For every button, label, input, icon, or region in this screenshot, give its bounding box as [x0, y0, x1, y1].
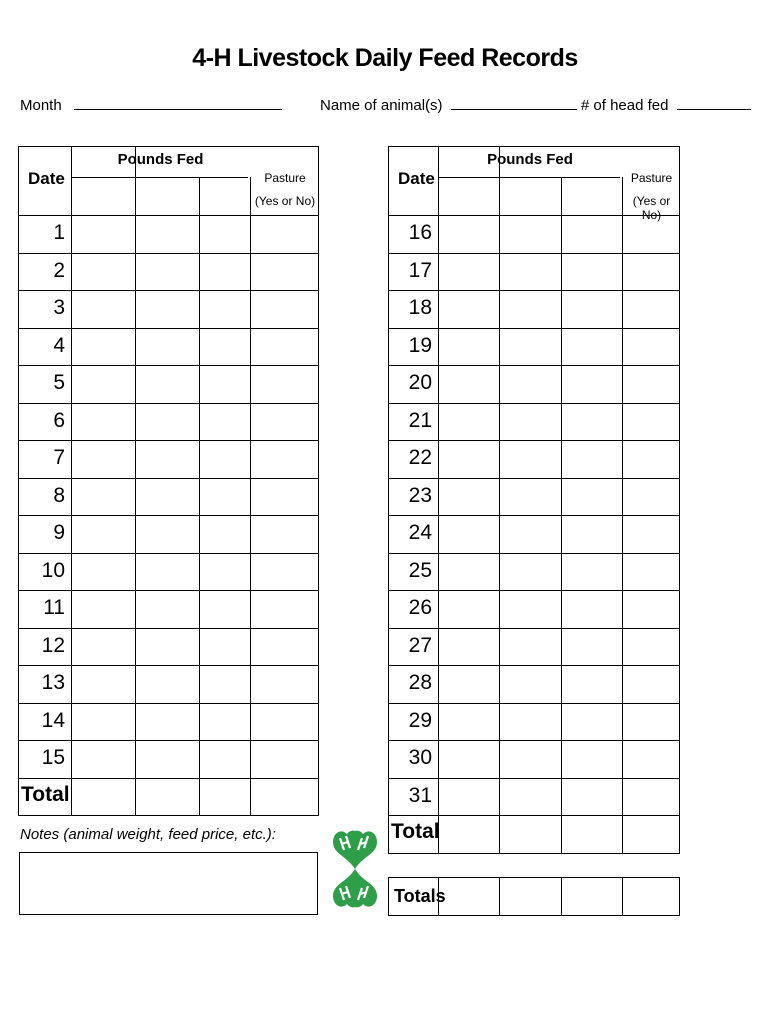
- pounds-fed-cell[interactable]: [71, 665, 135, 703]
- pounds-fed-cell[interactable]: [199, 553, 250, 591]
- pounds-fed-cell[interactable]: [561, 515, 622, 553]
- pounds-fed-cell[interactable]: [135, 703, 199, 741]
- pasture-header: Pasture: [264, 171, 306, 185]
- column-divider: [561, 878, 562, 915]
- day-number: 31: [408, 783, 432, 807]
- pasture-subheader: (Yes or No): [254, 194, 316, 208]
- day-number: 12: [41, 633, 65, 657]
- pasture-cell[interactable]: [250, 628, 320, 666]
- pasture-cell[interactable]: [622, 328, 681, 366]
- pounds-fed-cell[interactable]: [438, 553, 499, 591]
- pounds-fed-cell[interactable]: [499, 403, 561, 441]
- pasture-cell[interactable]: [250, 215, 320, 253]
- pounds-fed-cell[interactable]: [438, 253, 499, 291]
- pasture-cell[interactable]: [250, 253, 320, 291]
- animals-blank[interactable]: [451, 95, 577, 110]
- pasture-cell[interactable]: [622, 740, 681, 778]
- pounds-fed-cell[interactable]: [561, 590, 622, 628]
- pounds-fed-cell[interactable]: [499, 628, 561, 666]
- day-number: 17: [408, 258, 432, 282]
- day-number: 28: [408, 671, 432, 694]
- month-label: Month: [20, 97, 62, 114]
- pounds-fed-cell[interactable]: [561, 253, 622, 291]
- pounds-fed-cell[interactable]: [499, 515, 561, 553]
- pasture-cell[interactable]: [622, 665, 681, 703]
- pounds-fed-cell[interactable]: [438, 403, 499, 441]
- header-subdivider: [438, 177, 620, 178]
- day-number: 30: [408, 746, 432, 769]
- grand-totals-row: [388, 877, 680, 916]
- pounds-fed-cell[interactable]: [561, 365, 622, 403]
- pounds-fed-cell[interactable]: [135, 665, 199, 703]
- pounds-fed-cell[interactable]: [438, 703, 499, 741]
- day-number: 8: [53, 483, 65, 507]
- totals-label: Totals: [394, 886, 446, 906]
- pounds-fed-cell[interactable]: [438, 778, 499, 816]
- pounds-fed-cell[interactable]: [499, 553, 561, 591]
- day-number: 6: [53, 408, 65, 432]
- pounds-fed-cell[interactable]: [135, 440, 199, 478]
- pasture-cell[interactable]: [622, 478, 681, 516]
- row-divider: [19, 778, 318, 779]
- day-number: 10: [41, 558, 65, 582]
- pounds-fed-cell[interactable]: [499, 328, 561, 366]
- day-number: 24: [408, 521, 432, 544]
- column-divider: [499, 878, 500, 915]
- pasture-cell[interactable]: [250, 590, 320, 628]
- day-number: 19: [408, 333, 432, 357]
- pounds-fed-cell[interactable]: [499, 778, 561, 816]
- pounds-fed-cell[interactable]: [438, 628, 499, 666]
- day-number: 15: [41, 746, 65, 769]
- pounds-fed-cell[interactable]: [438, 478, 499, 516]
- pounds-fed-cell[interactable]: [135, 403, 199, 441]
- day-number: 25: [408, 558, 432, 582]
- pounds-fed-cell[interactable]: [135, 478, 199, 516]
- day-number: 29: [408, 708, 432, 732]
- pounds-fed-cell[interactable]: [561, 740, 622, 778]
- pounds-fed-cell[interactable]: [438, 740, 499, 778]
- pounds-fed-cell[interactable]: [71, 403, 135, 441]
- pounds-fed-cell[interactable]: [71, 215, 135, 253]
- pounds-fed-cell[interactable]: [438, 665, 499, 703]
- pounds-fed-cell[interactable]: [561, 290, 622, 328]
- pounds-fed-cell[interactable]: [561, 478, 622, 516]
- feed-table-days-1-15: [18, 146, 319, 816]
- notes-label: Notes (animal weight, feed price, etc.):: [20, 826, 276, 843]
- pounds-fed-cell[interactable]: [71, 290, 135, 328]
- pounds-fed-cell[interactable]: [135, 365, 199, 403]
- day-number: 2: [53, 258, 65, 282]
- pasture-cell[interactable]: [622, 553, 681, 591]
- pasture-cell[interactable]: [250, 328, 320, 366]
- pasture-cell[interactable]: [622, 253, 681, 291]
- day-number: 21: [408, 408, 432, 432]
- pounds-fed-cell[interactable]: [561, 778, 622, 816]
- pounds-fed-cell[interactable]: [199, 215, 250, 253]
- pounds-fed-cell[interactable]: [199, 665, 250, 703]
- pounds-fed-cell[interactable]: [199, 328, 250, 366]
- pounds-fed-cell[interactable]: [135, 515, 199, 553]
- header-subdivider: [71, 177, 248, 178]
- pounds-fed-cell[interactable]: [71, 478, 135, 516]
- day-number: 11: [43, 596, 65, 619]
- pasture-cell[interactable]: [622, 778, 681, 816]
- pounds-fed-cell[interactable]: [71, 515, 135, 553]
- pounds-fed-cell[interactable]: [438, 328, 499, 366]
- pasture-cell[interactable]: [622, 628, 681, 666]
- pounds-fed-cell[interactable]: [135, 628, 199, 666]
- pounds-fed-cell[interactable]: [199, 365, 250, 403]
- pounds-fed-cell[interactable]: [499, 740, 561, 778]
- pounds-fed-cell[interactable]: [438, 515, 499, 553]
- pounds-fed-cell[interactable]: [561, 665, 622, 703]
- pounds-fed-cell[interactable]: [561, 328, 622, 366]
- day-number: 18: [408, 296, 432, 319]
- pasture-header: Pasture: [630, 171, 673, 185]
- pounds-fed-cell[interactable]: [199, 478, 250, 516]
- month-blank[interactable]: [74, 95, 282, 110]
- pasture-cell[interactable]: [250, 290, 320, 328]
- pounds-fed-cell[interactable]: [499, 590, 561, 628]
- pounds-fed-cell[interactable]: [499, 290, 561, 328]
- pounds-fed-cell[interactable]: [438, 290, 499, 328]
- 4-h-clover-icon: [327, 826, 383, 912]
- pasture-cell[interactable]: [622, 590, 681, 628]
- pounds-fed-cell[interactable]: [135, 590, 199, 628]
- day-number: 4: [53, 333, 65, 357]
- pounds-fed-cell[interactable]: [499, 665, 561, 703]
- pounds-fed-cell[interactable]: [199, 740, 250, 778]
- day-number: 23: [408, 483, 432, 507]
- pasture-cell[interactable]: [250, 740, 320, 778]
- pounds-fed-cell[interactable]: [71, 590, 135, 628]
- pasture-subheader: (Yes or No): [632, 194, 671, 222]
- pasture-cell[interactable]: [250, 553, 320, 591]
- pounds-fed-cell[interactable]: [499, 365, 561, 403]
- pounds-fed-cell[interactable]: [438, 440, 499, 478]
- column-divider: [622, 878, 623, 915]
- pounds-fed-cell[interactable]: [199, 440, 250, 478]
- pounds-fed-cell[interactable]: [71, 628, 135, 666]
- pasture-cell[interactable]: [250, 515, 320, 553]
- pounds-fed-cell[interactable]: [199, 628, 250, 666]
- pounds-fed-cell[interactable]: [71, 253, 135, 291]
- feed-table-days-16-31: [388, 146, 680, 854]
- day-number: 22: [408, 446, 432, 469]
- pasture-cell[interactable]: [622, 515, 681, 553]
- pounds-fed-cell[interactable]: [561, 703, 622, 741]
- pasture-cell[interactable]: [250, 703, 320, 741]
- pounds-fed-cell[interactable]: [199, 403, 250, 441]
- pounds-fed-header: Pounds Fed: [487, 151, 573, 168]
- pounds-fed-cell[interactable]: [135, 253, 199, 291]
- day-number: 3: [53, 296, 65, 319]
- pounds-fed-cell[interactable]: [71, 703, 135, 741]
- pounds-fed-cell[interactable]: [561, 215, 622, 253]
- pounds-fed-cell[interactable]: [561, 440, 622, 478]
- animals-field[interactable]: [320, 95, 751, 114]
- pounds-fed-cell[interactable]: [71, 365, 135, 403]
- day-number: 26: [408, 596, 432, 619]
- day-number: 5: [53, 371, 65, 394]
- pounds-fed-cell[interactable]: [199, 253, 250, 291]
- pasture-cell[interactable]: [622, 365, 681, 403]
- pounds-fed-cell[interactable]: [561, 403, 622, 441]
- pasture-cell[interactable]: [250, 440, 320, 478]
- day-number: 1: [53, 221, 65, 244]
- pounds-fed-cell[interactable]: [499, 703, 561, 741]
- pasture-cell[interactable]: [250, 478, 320, 516]
- pounds-fed-cell[interactable]: [499, 253, 561, 291]
- pounds-fed-cell[interactable]: [561, 553, 622, 591]
- notes-box[interactable]: [19, 852, 318, 915]
- pounds-fed-cell[interactable]: [199, 290, 250, 328]
- pasture-cell[interactable]: [622, 403, 681, 441]
- pounds-fed-cell[interactable]: [135, 553, 199, 591]
- day-number: 13: [41, 671, 65, 694]
- pounds-fed-cell[interactable]: [199, 590, 250, 628]
- pounds-fed-cell[interactable]: [71, 553, 135, 591]
- pounds-fed-cell[interactable]: [438, 215, 499, 253]
- pounds-fed-cell[interactable]: [438, 590, 499, 628]
- pounds-fed-header: Pounds Fed: [117, 151, 204, 168]
- pasture-cell[interactable]: [250, 403, 320, 441]
- date-header: Date: [398, 169, 435, 188]
- pasture-cell[interactable]: [622, 290, 681, 328]
- pounds-fed-cell[interactable]: [135, 290, 199, 328]
- pounds-fed-cell[interactable]: [71, 440, 135, 478]
- pasture-cell[interactable]: [622, 703, 681, 741]
- pasture-cell[interactable]: [622, 440, 681, 478]
- page-title: 4-H Livestock Daily Feed Records: [192, 44, 578, 72]
- pasture-cell[interactable]: [622, 215, 681, 253]
- head-fed-blank[interactable]: [677, 95, 751, 110]
- pounds-fed-cell[interactable]: [499, 440, 561, 478]
- animals-label: Name of animal(s): [320, 97, 443, 114]
- pounds-fed-cell[interactable]: [135, 328, 199, 366]
- pasture-cell[interactable]: [250, 365, 320, 403]
- day-number: 9: [53, 521, 65, 544]
- date-header: Date: [28, 169, 65, 188]
- pasture-cell[interactable]: [250, 665, 320, 703]
- pounds-fed-cell[interactable]: [71, 328, 135, 366]
- day-number: 16: [408, 221, 432, 244]
- pounds-fed-cell[interactable]: [135, 740, 199, 778]
- pounds-fed-cell[interactable]: [438, 365, 499, 403]
- pounds-fed-cell[interactable]: [561, 628, 622, 666]
- pounds-fed-cell[interactable]: [199, 703, 250, 741]
- total-row-label: Total: [21, 782, 70, 806]
- month-field[interactable]: [20, 95, 282, 114]
- pounds-fed-cell[interactable]: [135, 215, 199, 253]
- pounds-fed-cell[interactable]: [199, 515, 250, 553]
- pounds-fed-cell[interactable]: [71, 740, 135, 778]
- total-row-label: Total: [391, 820, 440, 843]
- day-number: 14: [41, 708, 65, 732]
- head-fed-label: # of head fed: [580, 97, 669, 114]
- day-number: 7: [53, 446, 65, 469]
- pounds-fed-cell[interactable]: [499, 215, 561, 253]
- pounds-fed-cell[interactable]: [499, 478, 561, 516]
- day-number: 27: [408, 633, 432, 657]
- row-divider: [389, 815, 679, 816]
- day-number: 20: [408, 371, 432, 394]
